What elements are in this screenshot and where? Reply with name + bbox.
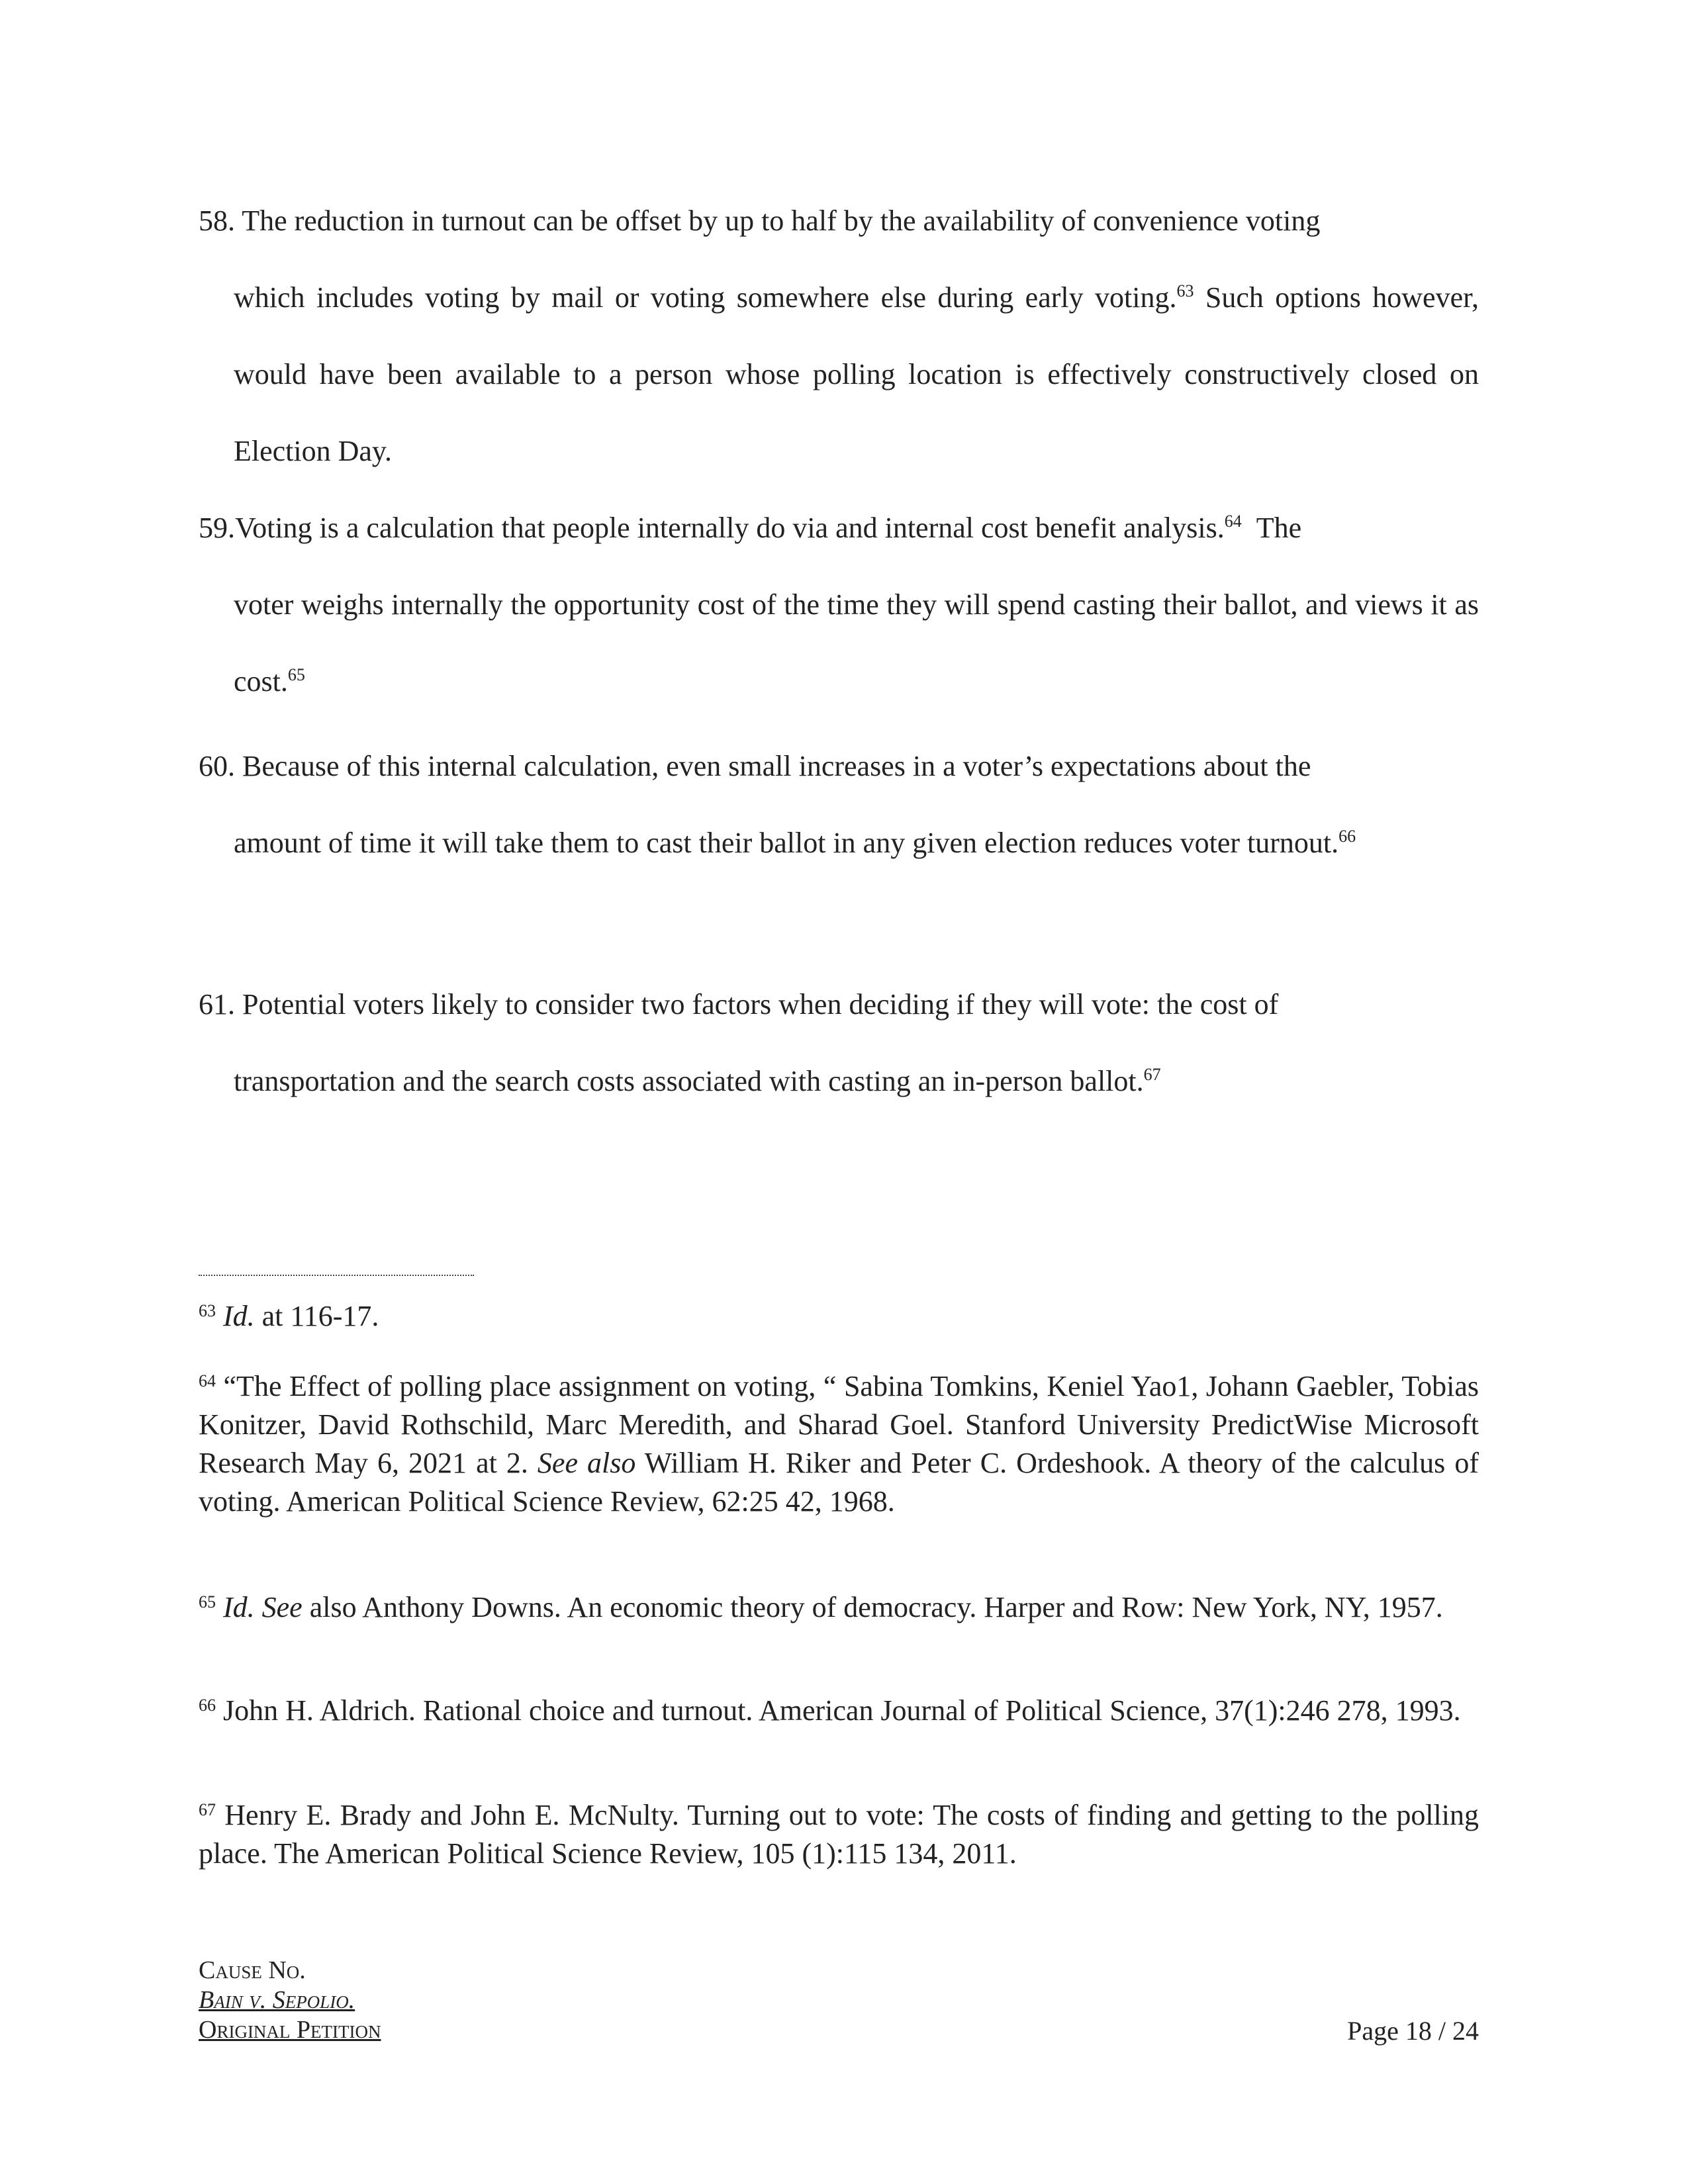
- paragraph-text: Voting is a calculation that people internally do via and internal cost benefit analysis.: [235, 512, 1225, 544]
- footnote-66: [199, 1692, 1479, 1730]
- paragraph-number: 60.: [199, 750, 235, 782]
- footnote-italic: Id.: [223, 1300, 255, 1332]
- footnote-text: John H. Aldrich. Rational choice and turnout. American Journal of Political Science, 37(1):246 278, 1993.: [223, 1694, 1461, 1727]
- footnote-italic: Id. See: [223, 1591, 303, 1623]
- footnote-number: 64: [199, 1371, 216, 1390]
- paragraph-text: voter weighs internally the opportunity cost of the time they will spend casting their ballot, and views it as cost.: [234, 588, 1479, 698]
- footnote-text: Henry E. Brady and John E. McNulty. Turning out to vote: The costs of finding and getting to the polling place. The American Political Science Review, 105 (1):115 134, 2011.: [199, 1799, 1479, 1870]
- footnote-ref[interactable]: 63: [1176, 281, 1194, 300]
- paragraph-text: Such options however, would have been available to a person whose polling location is effectively constructively closed on Election Day.: [234, 281, 1479, 467]
- footnote-ref[interactable]: 66: [1338, 827, 1356, 846]
- paragraph-text: Because of this internal calculation, even small increases in a voter’s expectations about the: [242, 750, 1311, 782]
- footnote-number: 63: [199, 1301, 216, 1320]
- paragraph-60: [199, 728, 1479, 882]
- footnote-ref[interactable]: 65: [287, 665, 305, 684]
- footnote-text: “The Effect of polling place assignment on voting, “ Sabina Tomkins, Keniel Yao1, Johann Gaebler, Tobias Konitzer, David Rothschild, Marc Meredith, and Sharad Goel. Stanford University PredictWise Microsoft Research May 6, 2021 at 2.: [199, 1370, 1479, 1479]
- paragraph-number: 59.: [199, 512, 235, 544]
- paragraph-58: [199, 183, 1479, 490]
- footnote-number: 67: [199, 1800, 216, 1819]
- footnote-text: also Anthony Downs. An economic theory of democracy. Harper and Row: New York, NY, 1957.: [302, 1591, 1443, 1623]
- paragraph-number: 61.: [199, 988, 235, 1021]
- footnote-italic: See also: [537, 1447, 636, 1479]
- footnote-separator: [199, 1275, 474, 1276]
- page-footer: [199, 1956, 381, 2045]
- paragraph-59: 59.Voting is a calculation that people internally do via and internal cost benefit analysis.$^{64}$ The voter weighs internally the opportunity cost of the time they will spend casting their ballot, and views it as cost.$^{65}$: [199, 512, 1479, 698]
- paragraph-text: Potential voters likely to consider two factors when deciding if they will vote: the cost of: [242, 988, 1279, 1021]
- case-title: Bain v. Sepolio.: [199, 1986, 355, 2014]
- footnote-text: at 116-17.: [254, 1300, 379, 1332]
- document-title: Original Petition: [199, 2016, 381, 2044]
- paragraph-text: The reduction in turnout can be offset by up to half by the availability of convenience voting: [242, 205, 1321, 237]
- footnote-67: [199, 1796, 1479, 1873]
- cause-number: Cause No.: [199, 1956, 306, 1984]
- paragraph-text: amount of time it will take them to cast their ballot in any given election reduces voter turnout.: [234, 827, 1339, 859]
- paragraph-number: 58.: [199, 205, 235, 237]
- footnote-ref[interactable]: 67: [1143, 1065, 1161, 1084]
- footnote-text: William H. Riker and Peter C. Ordeshook. A theory of the calculus of voting. American Political Science Review, 62:25 42, 1968.: [199, 1447, 1479, 1518]
- footnote-number: 65: [199, 1592, 216, 1612]
- page-number: Page 18 / 24: [1347, 2016, 1479, 2046]
- paragraph-61: [199, 966, 1479, 1120]
- footnote-65: [199, 1588, 1479, 1627]
- footnote-ref[interactable]: 64: [1224, 512, 1242, 531]
- footnote-63: [199, 1297, 1479, 1336]
- footnote-number: 66: [199, 1696, 216, 1715]
- paragraph-text: transportation and the search costs associated with casting an in-person ballot.: [234, 1065, 1144, 1097]
- paragraph-text: which includes voting by mail or voting somewhere else during early voting.: [234, 281, 1177, 314]
- footnote-64: [199, 1367, 1479, 1521]
